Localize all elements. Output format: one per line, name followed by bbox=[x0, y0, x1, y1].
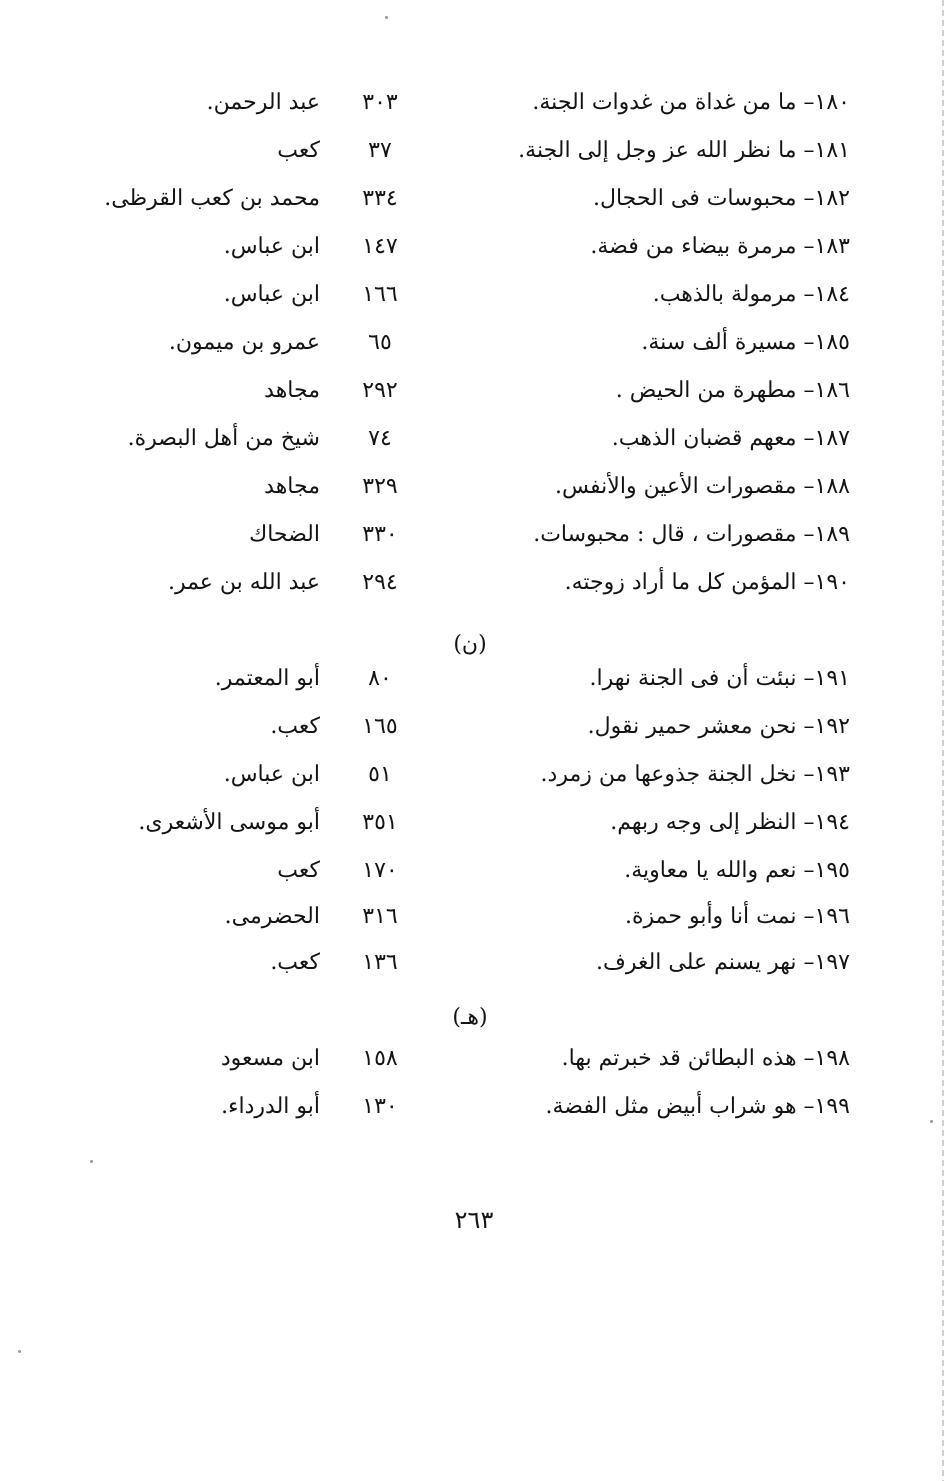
entry-source: كعب. bbox=[270, 950, 320, 975]
entry-title: ١٨٥– مسيرة ألف سنة. bbox=[641, 330, 850, 355]
entry-title: ١٩٩– هو شراب أبيض مثل الفضة. bbox=[545, 1094, 850, 1119]
entry-title: ١٩٣– نخل الجنة جذوعها من زمرد. bbox=[540, 762, 850, 787]
entry-source: ابن عباس. bbox=[223, 234, 320, 259]
entry-number: ٢٩٢ bbox=[362, 378, 398, 403]
index-entry bbox=[0, 416, 948, 462]
index-entry bbox=[0, 1084, 948, 1130]
entry-number: ٣٧ bbox=[368, 138, 392, 163]
entry-source: عبد الرحمن. bbox=[206, 90, 320, 115]
entry-source: أبو الدرداء. bbox=[221, 1094, 320, 1119]
entry-number: ١٧٠ bbox=[362, 858, 398, 883]
entry-source: ابن عباس. bbox=[223, 762, 320, 787]
entry-source: محمد بن كعب القرظى. bbox=[104, 186, 320, 211]
index-entry bbox=[0, 800, 948, 846]
index-entry bbox=[0, 464, 948, 510]
section-heading: (هـ) bbox=[452, 1005, 488, 1030]
entry-title: ١٨٧– معهم قضبان الذهب. bbox=[611, 426, 850, 451]
scan-speck bbox=[385, 16, 388, 19]
entry-title: ١٨٨– مقصورات الأعين والأنفس. bbox=[555, 474, 850, 499]
scan-speck bbox=[90, 1160, 93, 1163]
entry-title: ١٩٧– نهر يسنم على الغرف. bbox=[596, 950, 850, 975]
entry-number: ٧٤ bbox=[368, 426, 392, 451]
entry-source: عبد الله بن عمر. bbox=[167, 570, 320, 595]
index-entry bbox=[0, 940, 948, 986]
index-entry bbox=[0, 512, 948, 558]
entry-source: أبو المعتمر. bbox=[214, 666, 320, 691]
entry-title: ١٩٥– نعم والله يا معاوية. bbox=[624, 858, 850, 883]
index-entry bbox=[0, 176, 948, 222]
section-heading: (ن) bbox=[453, 632, 487, 657]
entry-source: ابن مسعود bbox=[220, 1046, 320, 1071]
entry-title: ١٨١– ما نظر الله عز وجل إلى الجنة. bbox=[518, 138, 850, 163]
entry-number: ٥١ bbox=[368, 762, 392, 787]
entry-title: ١٩٤– النظر إلى وجه ربهم. bbox=[610, 810, 850, 835]
entry-title: ١٩٢– نحن معشر حمير نقول. bbox=[587, 714, 850, 739]
index-entry bbox=[0, 704, 948, 750]
index-entry bbox=[0, 368, 948, 414]
entry-number: ١٤٧ bbox=[362, 234, 398, 259]
entry-title: ١٨٣– مرمرة بيضاء من فضة. bbox=[590, 234, 850, 259]
entry-number: ٣١٦ bbox=[362, 904, 398, 929]
entry-source: كعب. bbox=[270, 714, 320, 739]
entry-title: ١٩١– نبئت أن فى الجنة نهرا. bbox=[589, 666, 850, 691]
index-entry bbox=[0, 1036, 948, 1082]
entry-number: ٦٥ bbox=[368, 330, 392, 355]
scan-speck bbox=[18, 1350, 21, 1353]
index-entry bbox=[0, 272, 948, 318]
index-entry bbox=[0, 894, 948, 940]
entry-title: ١٨٢– محبوسات فى الحجال. bbox=[592, 186, 850, 211]
entry-title: ١٩٦– نمت أنا وأبو حمزة. bbox=[624, 904, 850, 929]
index-entry bbox=[0, 320, 948, 366]
entry-title: ١٨٠– ما من غداة من غدوات الجنة. bbox=[532, 90, 850, 115]
entry-source: ابن عباس. bbox=[223, 282, 320, 307]
entry-source: مجاهد bbox=[264, 474, 320, 499]
entry-title: ١٩٠– المؤمن كل ما أراد زوجته. bbox=[564, 570, 850, 595]
entry-number: ٣٣٠ bbox=[362, 522, 398, 547]
entry-source: كعب bbox=[277, 138, 320, 163]
entry-source: عمرو بن ميمون. bbox=[168, 330, 320, 355]
entry-title: ١٩٨– هذه البطائن قد خبرتم بها. bbox=[561, 1046, 850, 1071]
entry-number: ١٥٨ bbox=[362, 1046, 398, 1071]
entry-number: ١٦٥ bbox=[362, 714, 398, 739]
index-entry bbox=[0, 224, 948, 270]
entry-title: ١٨٤– مرمولة بالذهب. bbox=[652, 282, 850, 307]
index-entry bbox=[0, 656, 948, 702]
entry-source: مجاهد bbox=[264, 378, 320, 403]
entry-title: ١٨٩– مقصورات ، قال : محبوسات. bbox=[533, 522, 850, 547]
entry-source: الضحاك bbox=[249, 522, 320, 547]
index-entry bbox=[0, 752, 948, 798]
entry-source: أبو موسى الأشعرى. bbox=[138, 810, 320, 835]
entry-number: ٣٢٩ bbox=[362, 474, 398, 499]
entry-number: ١٣٦ bbox=[362, 950, 398, 975]
index-entry bbox=[0, 848, 948, 894]
entry-number: ٣٥١ bbox=[362, 810, 398, 835]
entry-number: ١٦٦ bbox=[362, 282, 398, 307]
page-number: ٢٦٣ bbox=[454, 1206, 494, 1234]
entry-number: ٣٣٤ bbox=[362, 186, 398, 211]
entry-title: ١٨٦– مطهرة من الحيض . bbox=[615, 378, 850, 403]
entry-number: ١٣٠ bbox=[362, 1094, 398, 1119]
entry-number: ٨٠ bbox=[368, 666, 392, 691]
index-entry bbox=[0, 128, 948, 174]
entry-number: ٢٩٤ bbox=[362, 570, 398, 595]
entry-source: الحضرمى. bbox=[224, 904, 320, 929]
index-entry bbox=[0, 560, 948, 606]
entry-source: كعب bbox=[277, 858, 320, 883]
entry-source: شيخ من أهل البصرة. bbox=[127, 426, 320, 451]
index-entry bbox=[0, 80, 948, 126]
entry-number: ٣٠٣ bbox=[362, 90, 398, 115]
